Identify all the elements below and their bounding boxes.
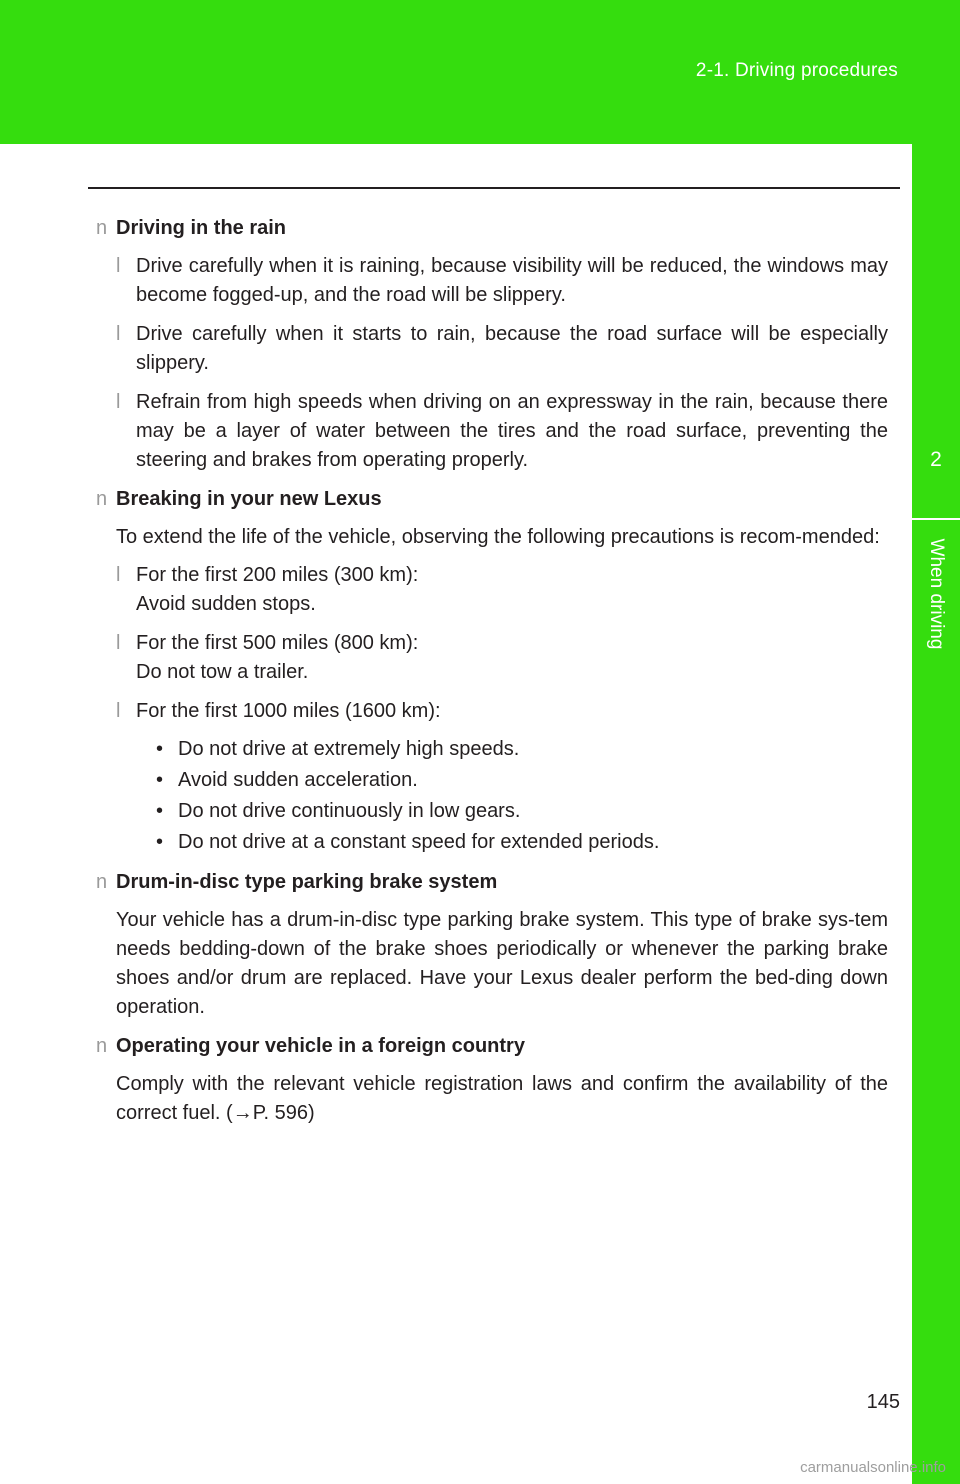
dot-icon: •	[156, 831, 164, 853]
body-paragraph: Your vehicle has a drum-in-disc type parking brake system. This type of brake sys-tem needs bedding-down of the brake shoes periodically or whenever the parking brake shoes and/or drum are replaced. Have your Lexus dealer perform the bed-ding down operation.	[116, 909, 888, 1018]
page-number: 145	[866, 1391, 900, 1413]
top-rule	[88, 187, 900, 189]
bullet-marker-icon: l	[116, 391, 121, 413]
dot-icon: •	[156, 738, 164, 760]
sub-list-item	[156, 765, 888, 796]
chapter-label: When driving	[926, 538, 947, 650]
heading-text: Breaking in your new Lexus	[116, 488, 382, 510]
heading-text: Drum-in-disc type parking brake system	[116, 871, 498, 893]
bullet-marker-icon: l	[116, 564, 121, 586]
section-foreign-country	[96, 1032, 888, 1128]
watermark: carmanualsonline.info	[800, 1459, 946, 1476]
list-item	[116, 561, 888, 619]
dot-icon: •	[156, 769, 164, 791]
chapter-side-tab	[912, 144, 960, 1484]
body-paragraph: Comply with the relevant vehicle registration laws and confirm the availability of the correct fuel. (→P. 596)	[116, 1073, 888, 1124]
sub-item-text: Do not drive at extremely high speeds.	[178, 738, 520, 760]
bullet-marker-icon: l	[116, 700, 121, 722]
bullet-line: Avoid sudden stops.	[136, 593, 316, 615]
list-item	[116, 252, 888, 310]
bullet-marker-icon: l	[116, 323, 121, 345]
bullet-line: For the first 1000 miles (1600 km):	[136, 700, 441, 722]
list-item	[116, 697, 888, 726]
page-content	[96, 214, 888, 1138]
sub-list-item	[156, 827, 888, 858]
bullet-marker-icon: l	[116, 255, 121, 277]
heading-marker-icon: n	[96, 217, 108, 239]
sub-list-item	[156, 734, 888, 765]
list-item	[116, 629, 888, 687]
section-heading	[96, 485, 888, 514]
section-title: 2-1. Driving procedures	[695, 60, 898, 81]
section-heading	[96, 214, 888, 243]
heading-text: Operating your vehicle in a foreign country	[116, 1035, 525, 1057]
section-drum-brake	[96, 868, 888, 1022]
section-heading	[96, 1032, 888, 1061]
section-rain	[96, 214, 888, 475]
bullet-text: Drive carefully when it starts to rain, because the road surface will be especially slippery.	[136, 323, 888, 374]
section-heading	[96, 868, 888, 897]
sub-item-text: Do not drive continuously in low gears.	[178, 800, 521, 822]
sub-item-text: Do not drive at a constant speed for extended periods.	[178, 831, 660, 853]
bullet-marker-icon: l	[116, 632, 121, 654]
dot-icon: •	[156, 800, 164, 822]
bullet-line: For the first 200 miles (300 km):	[136, 564, 419, 586]
heading-marker-icon: n	[96, 1035, 108, 1057]
bullet-text: Drive carefully when it is raining, because visibility will be reduced, the windows may become fogged-up, and the road will be slippery.	[136, 255, 888, 306]
sub-list	[156, 734, 888, 858]
sub-list-item	[156, 796, 888, 827]
heading-marker-icon: n	[96, 488, 108, 510]
bullet-text: Refrain from high speeds when driving on an expressway in the rain, because there may be a layer of water between the tires and the road surface, preventing the steering and brakes from operating properly.	[136, 391, 888, 471]
bullet-line: Do not tow a trailer.	[136, 661, 309, 683]
heading-text: Driving in the rain	[116, 217, 287, 239]
heading-marker-icon: n	[96, 871, 108, 893]
side-tab-divider	[912, 518, 960, 520]
list-item	[116, 320, 888, 378]
sub-item-text: Avoid sudden acceleration.	[178, 769, 418, 791]
bullet-line: For the first 500 miles (800 km):	[136, 632, 419, 654]
list-item	[116, 388, 888, 475]
section-breaking-in	[96, 485, 888, 858]
intro-paragraph: To extend the life of the vehicle, observing the following precautions is recom-mended:	[116, 526, 880, 548]
chapter-number: 2	[930, 448, 942, 471]
